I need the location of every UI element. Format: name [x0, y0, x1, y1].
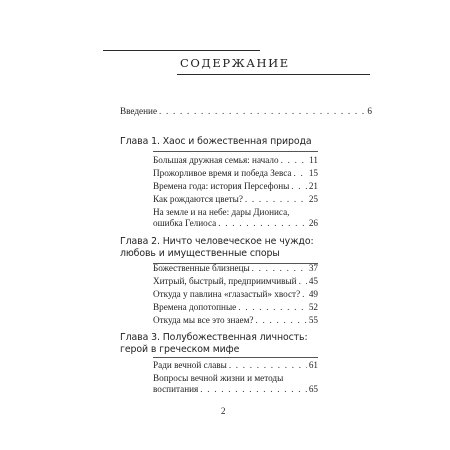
toc-entry-intro: [120, 106, 372, 117]
leader-dots: [299, 276, 307, 287]
toc-entry: [153, 315, 318, 326]
toc-entry-page: 61: [308, 360, 318, 370]
toc-entry-page: 45: [308, 276, 318, 286]
leader-dots: [200, 384, 307, 395]
title-rule-bottom: [177, 74, 370, 75]
toc-entry-page: 6: [367, 106, 372, 116]
toc-entry-label: Ради вечной славы: [153, 360, 227, 370]
toc-entry-page: 52: [308, 302, 318, 312]
leader-dots: [245, 194, 307, 205]
leader-dots: [252, 263, 307, 274]
toc-entry-page: 37: [308, 263, 318, 273]
toc-entry-page: 49: [308, 289, 318, 299]
toc-entry: [153, 373, 318, 395]
leader-dots: [159, 106, 365, 117]
toc-entry: [153, 289, 318, 300]
toc-entry-page: 11: [309, 155, 318, 165]
toc-entry-label: Времена допотопные: [153, 302, 237, 312]
toc-entry: [153, 302, 318, 313]
leader-dots: [281, 155, 308, 166]
page-number: 2: [221, 406, 226, 416]
toc-entry: [153, 263, 318, 274]
page-title: СОДЕРЖАНИЕ: [180, 56, 290, 70]
toc-entry-page: 25: [308, 194, 318, 204]
toc-entry-label: Хитрый, быстрый, предприимчивый: [153, 276, 297, 286]
toc-entry-label: Откуда мы все это знаем?: [153, 315, 254, 325]
leader-dots: [294, 168, 307, 179]
chapter-title-line: Глава 1. Хаос и божественная природа: [120, 136, 312, 147]
toc-entry-label: Времена года: история Персефоны: [153, 181, 290, 191]
chapter-title-line: любовь и имущественные споры: [120, 248, 280, 259]
leader-dots: [291, 181, 307, 192]
toc-entry-label: На земле и на небе: дары Диониса,: [153, 207, 290, 217]
toc-entry-label: Введение: [120, 106, 158, 116]
toc-entry-page: 26: [308, 218, 318, 228]
leader-dots: [218, 218, 307, 229]
chapter-rule: [153, 151, 318, 152]
toc-entry-page: 21: [308, 181, 318, 191]
leader-dots: [302, 289, 307, 300]
toc-entry-label: воспитания: [153, 384, 199, 394]
chapter-heading-2: [120, 236, 314, 260]
chapter-heading-1: [120, 136, 312, 148]
toc-entry: [153, 181, 318, 192]
chapter-title-line: Глава 2. Ничто человеческое не чуждо:: [120, 236, 314, 247]
toc-entry: [153, 155, 318, 166]
toc-entry-page: 65: [308, 384, 318, 394]
toc-entry-label: Как рождаются цветы?: [153, 194, 243, 204]
toc-entry: [153, 360, 318, 371]
toc-entry-label: Откуда у павлина «глазастый» хвост?: [153, 289, 301, 299]
chapter-title-line: Глава 3. Полубожественная личность:: [120, 332, 308, 343]
toc-entry: [153, 207, 318, 229]
leader-dots: [238, 302, 307, 313]
toc-entry-page: 15: [308, 168, 318, 178]
toc-entry: [153, 168, 318, 179]
toc-entry-page: 55: [308, 315, 318, 325]
toc-entry-label: Прожорливое время и победа Зевса: [153, 168, 292, 178]
title-rule-top: [103, 50, 260, 51]
toc-entry: [153, 194, 318, 205]
toc-entry-label: ошибка Гелиоса: [153, 218, 217, 228]
leader-dots: [256, 315, 307, 326]
chapter-heading-3: [120, 332, 308, 356]
chapter-rule: [153, 357, 318, 358]
toc-entry: [153, 276, 318, 287]
toc-entry-label: Божественные близнецы: [153, 263, 250, 273]
toc-entry-label: Большая дружная семья: начало: [153, 155, 279, 165]
chapter-title-line: герой в греческом мифе: [120, 344, 240, 355]
toc-entry-label: Вопросы вечной жизни и методы: [153, 373, 284, 383]
leader-dots: [229, 360, 307, 371]
